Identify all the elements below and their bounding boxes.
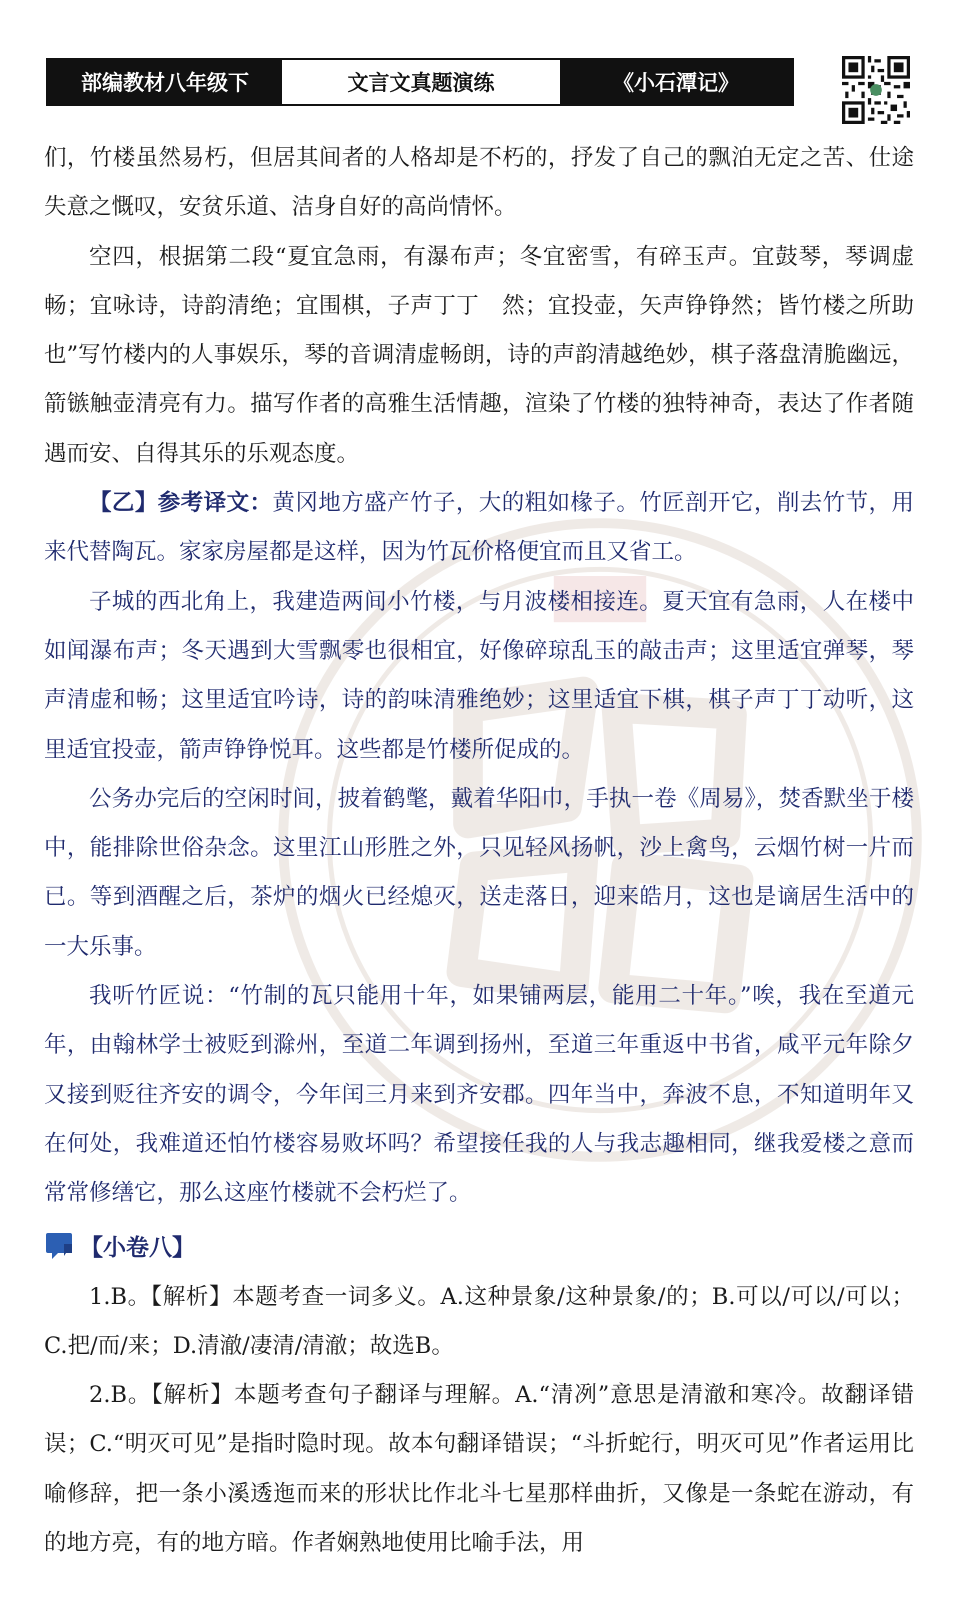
answer-2-label: 【解析】	[151, 1382, 234, 1409]
translation-paragraph-1	[44, 479, 914, 578]
header-exercise-label: 文言文真题演练	[282, 60, 560, 104]
translation-paragraph-4: 我听竹匠说：“竹制的瓦只能用十年，如果铺两层，能用二十年。”唉，我在至道元年，由翰林学士被贬到滁州，至道二年调到扬州，至道三年重返中书省，咸平元年除夕又接到贬往齐安的调令，今年闰三月来到齐安郡。四年当中，奔波不息，不知道明年又在何处，我难道还怕竹楼容易败坏吗？希望接任我的人与我志趣相同，继我爱楼之意而常常修缮它，那么这座竹楼就不会朽烂了。	[44, 983, 914, 1207]
answer-1-text: 本题考查一词多义。A.这种景象/这种景象/的；B.可以/可以/可以；C.把/而/来；D.清澈/凄清/清澈；故选B。	[44, 1283, 914, 1359]
main-content	[44, 134, 914, 1568]
section-heading	[44, 1221, 914, 1271]
answer-1	[44, 1273, 914, 1372]
translation-text-1: 黄冈地方盛产竹子，大的粗如椽子。竹匠剖开它，削去竹节，用来代替陶瓦。家家房屋都是这样，因为竹瓦价格便宜而且又省工。	[44, 490, 914, 566]
analysis-paragraph-4: 空四，根据第二段“夏宜急雨，有瀑布声；冬宜密雪，有碎玉声。宜鼓琴，琴调虚畅；宜咏诗，诗韵清绝；宜围棋，子声丁丁 然；宜投壶，矢声铮铮然；皆竹楼之所助也”写竹楼内的人事娱乐，琴的音调清虚畅朗，诗的声韵清越绝妙，棋子落盘清脆幽远，箭镞触壶清亮有力。描写作者的高雅生活情趣，渲染了竹楼的独特神奇，表达了作者随遇而安、自得其乐的乐观态度。	[44, 243, 914, 467]
header-bar	[46, 58, 794, 106]
header-lesson-title: 《小石潭记》	[560, 60, 792, 104]
chat-bubble-icon	[44, 1231, 74, 1261]
header-textbook-label: 部编教材八年级下	[48, 60, 282, 104]
analysis-paragraph-continued: 们，竹楼虽然易朽，但居其间者的人格却是不朽的，抒发了自己的飘泊无定之苦、仕途失意之慨叹，安贫乐道、洁身自好的高尚情怀。	[44, 145, 914, 221]
section-title: 【小卷八】	[80, 1234, 195, 1262]
answer-2-text: 本题考查句子翻译与理解。A.“清冽”意思是清澈和寒冷。故翻译错误；C.“明灭可见”是指时隐时现。故本句翻译错误；“斗折蛇行，明灭可见”作者运用比喻修辞，把一条小溪透迤而来的形状比作北斗七星那样曲折，又像是一条蛇在游动，有的地方亮，有的地方暗。作者娴熟地使用比喻手法，用	[44, 1382, 914, 1557]
translation-paragraph-2: 子城的西北角上，我建造两间小竹楼，与月波楼相接连。夏天宜有急雨，人在楼中如闻瀑布声；冬天遇到大雪飘零也很相宜，好像碎琼乱玉的敲击声；这里适宜弹琴，琴声清虚和畅；这里适宜吟诗，诗的韵味清雅绝妙；这里适宜下棋，棋子声丁丁动听，这里适宜投壶，箭声铮铮悦耳。这些都是竹楼所促成的。	[44, 588, 914, 763]
answer-2	[44, 1371, 914, 1568]
translation-label: 【乙】参考译文：	[89, 490, 273, 517]
qr-code-icon	[842, 56, 910, 124]
translation-paragraph-3: 公务办完后的空闲时间，披着鹤氅，戴着华阳巾，手执一卷《周易》，焚香默坐于楼中，能排除世俗杂念。这里江山形胜之外，只见轻风扬帆，沙上禽鸟，云烟竹树一片而已。等到酒醒之后，茶炉的烟火已经熄灭，送走落日，迎来皓月，这也是谪居生活中的一大乐事。	[44, 785, 914, 960]
answer-1-number: 1.B。	[89, 1283, 151, 1310]
answer-1-label: 【解析】	[150, 1283, 233, 1310]
answer-2-number: 2.B。	[89, 1382, 152, 1409]
